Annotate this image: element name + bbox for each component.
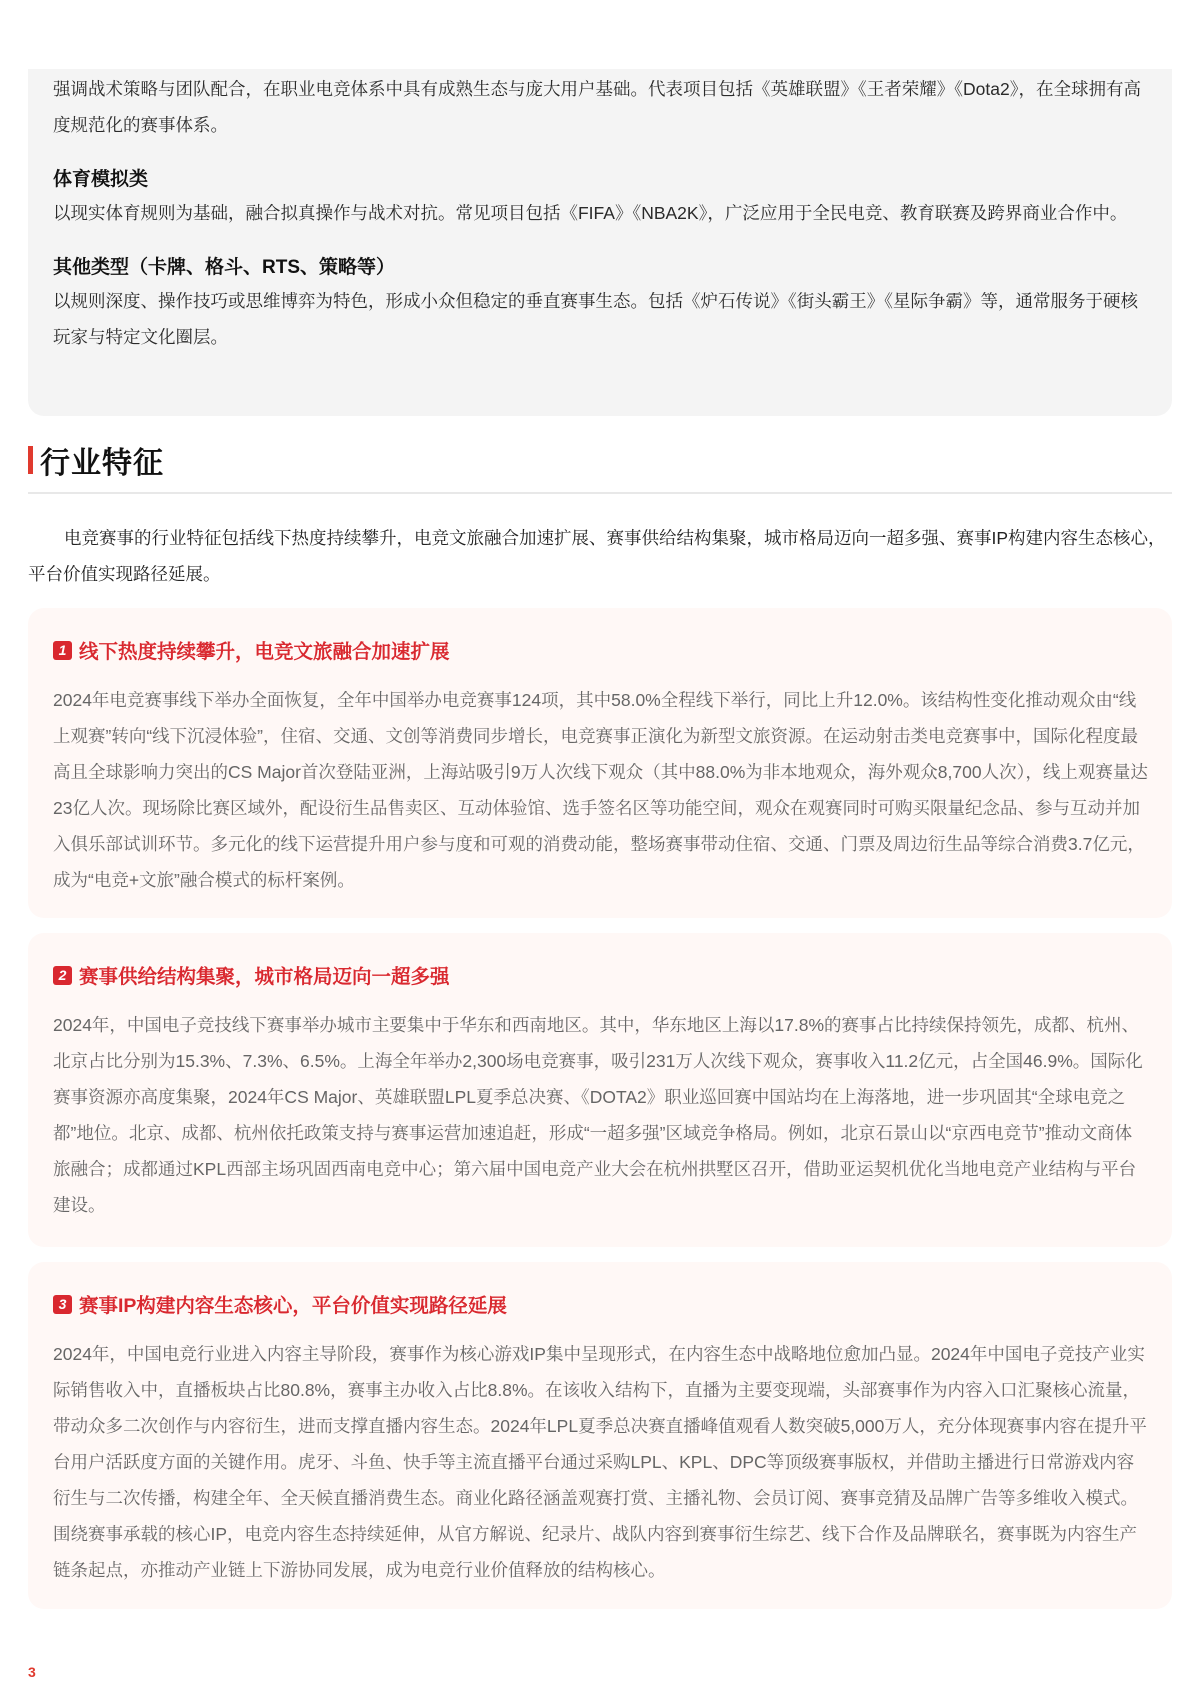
category-title-other: 其他类型（卡牌、格斗、RTS、策略等） xyxy=(53,257,396,278)
game-categories-box xyxy=(28,69,1172,416)
number-badge-icon: 3 xyxy=(53,1295,72,1314)
category-title-sports: 体育模拟类 xyxy=(53,169,149,190)
feature-card-body: 2024年电竞赛事线下举办全面恢复，全年中国举办电竞赛事124项，其中58.0%全程线下举行，同比上升12.0%。该结构性变化推动观众由“线上观赛”转向“线下沉浸体验”，住宿、交通、文创等消费同步增长，电竞赛事正演化为新型文旅资源。在运动射击类电竞赛事中，国际化程度最高且全球影响力突出的CS Major首次登陆亚洲，上海站吸引9万人次线下观众（其中88.0%为非本地观众，海外观众8,700人次），线上观赛量达23亿人次。现场除比赛区域外，配设衍生品售卖区、互动体验馆、选手签名区等功能空间，观众在观赛同时可购买限量纪念品、参与互动并加入俱乐部试训环节。多元化的线下运营提升用户参与度和可观的消费动能，整场赛事带动住宿、交通、门票及周边衍生品等综合消费3.7亿元，成为“电竞+文旅”融合模式的标杆案例。 xyxy=(53,690,1148,890)
feature-card-header xyxy=(53,635,1148,665)
feature-card-header xyxy=(53,960,1148,990)
feature-card-title: 赛事IP构建内容生态核心，平台价值实现路径延展 xyxy=(79,1295,507,1317)
section-accent-bar xyxy=(28,446,33,474)
feature-card-3 xyxy=(28,1262,1172,1609)
section-intro: 电竞赛事的行业特征包括线下热度持续攀升，电竞文旅融合加速扩展、赛事供给结构集聚，城市格局迈向一超多强、赛事IP构建内容生态核心，平台价值实现路径延展。 xyxy=(28,528,1166,584)
feature-card-title: 赛事供给结构集聚，城市格局迈向一超多强 xyxy=(79,966,450,988)
section-heading xyxy=(28,440,1172,480)
feature-card-2 xyxy=(28,933,1172,1247)
category-text-sports: 以现实体育规则为基础，融合拟真操作与战术对抗。常见项目包括《FIFA》《NBA2K》，广泛应用于全民电竞、教育联赛及跨界商业合作中。 xyxy=(53,203,1128,223)
feature-card-header xyxy=(53,1289,1148,1319)
feature-card-title: 线下热度持续攀升，电竞文旅融合加速扩展 xyxy=(79,641,450,663)
number-badge-icon: 1 xyxy=(53,641,72,660)
category-intro-text: 强调战术策略与团队配合，在职业电竞体系中具有成熟生态与庞大用户基础。代表项目包括《英雄联盟》《王者荣耀》《Dota2》，在全球拥有高度规范化的赛事体系。 xyxy=(53,79,1141,135)
number-badge-icon: 2 xyxy=(53,966,72,985)
feature-card-1 xyxy=(28,608,1172,918)
section-divider xyxy=(28,492,1172,494)
category-text-other: 以规则深度、操作技巧或思维博弈为特色，形成小众但稳定的垂直赛事生态。包括《炉石传说》《街头霸王》《星际争霸》等，通常服务于硬核玩家与特定文化圈层。 xyxy=(53,291,1138,347)
feature-card-body: 2024年，中国电子竞技线下赛事举办城市主要集中于华东和西南地区。其中，华东地区上海以17.8%的赛事占比持续保持领先，成都、杭州、北京占比分别为15.3%、7.3%、6.5%。上海全年举办2,300场电竞赛事，吸引231万人次线下观众，赛事收入11.2亿元，占全国46.9%。国际化赛事资源亦高度集聚，2024年CS Major、英雄联盟LPL夏季总决赛、《DOTA2》职业巡回赛中国站均在上海落地，进一步巩固其“全球电竞之都”地位。北京、成都、杭州依托政策支持与赛事运营加速追赶，形成“一超多强”区域竞争格局。例如，北京石景山以“京西电竞节”推动文商体旅融合；成都通过KPL西部主场巩固西南电竞中心；第六届中国电竞产业大会在杭州拱墅区召开，借助亚运契机优化当地电竞产业结构与平台建设。 xyxy=(53,1015,1143,1215)
page-number: 3 xyxy=(28,1664,36,1680)
section-title: 行业特征 xyxy=(40,447,164,480)
feature-card-body: 2024年，中国电竞行业进入内容主导阶段，赛事作为核心游戏IP集中呈现形式，在内容生态中战略地位愈加凸显。2024年中国电子竞技产业实际销售收入中，直播板块占比80.8%，赛事主办收入占比8.8%。在该收入结构下，直播为主要变现端，头部赛事作为内容入口汇聚核心流量，带动众多二次创作与内容衍生，进而支撑直播内容生态。2024年LPL夏季总决赛直播峰值观看人数突破5,000万人，充分体现赛事内容在提升平台用户活跃度方面的关键作用。虎牙、斗鱼、快手等主流直播平台通过采购LPL、KPL、DPC等顶级赛事版权，并借助主播进行日常游戏内容衍生与二次传播，构建全年、全天候直播消费生态。商业化路径涵盖观赛打赏、主播礼物、会员订阅、赛事竞猜及品牌广告等多维收入模式。围绕赛事承载的核心IP，电竞内容生态持续延伸，从官方解说、纪录片、战队内容到赛事衍生综艺、线下合作及品牌联名，赛事既为内容生产链条起点，亦推动产业链上下游协同发展，成为电竞行业价值释放的结构核心。 xyxy=(53,1344,1147,1580)
